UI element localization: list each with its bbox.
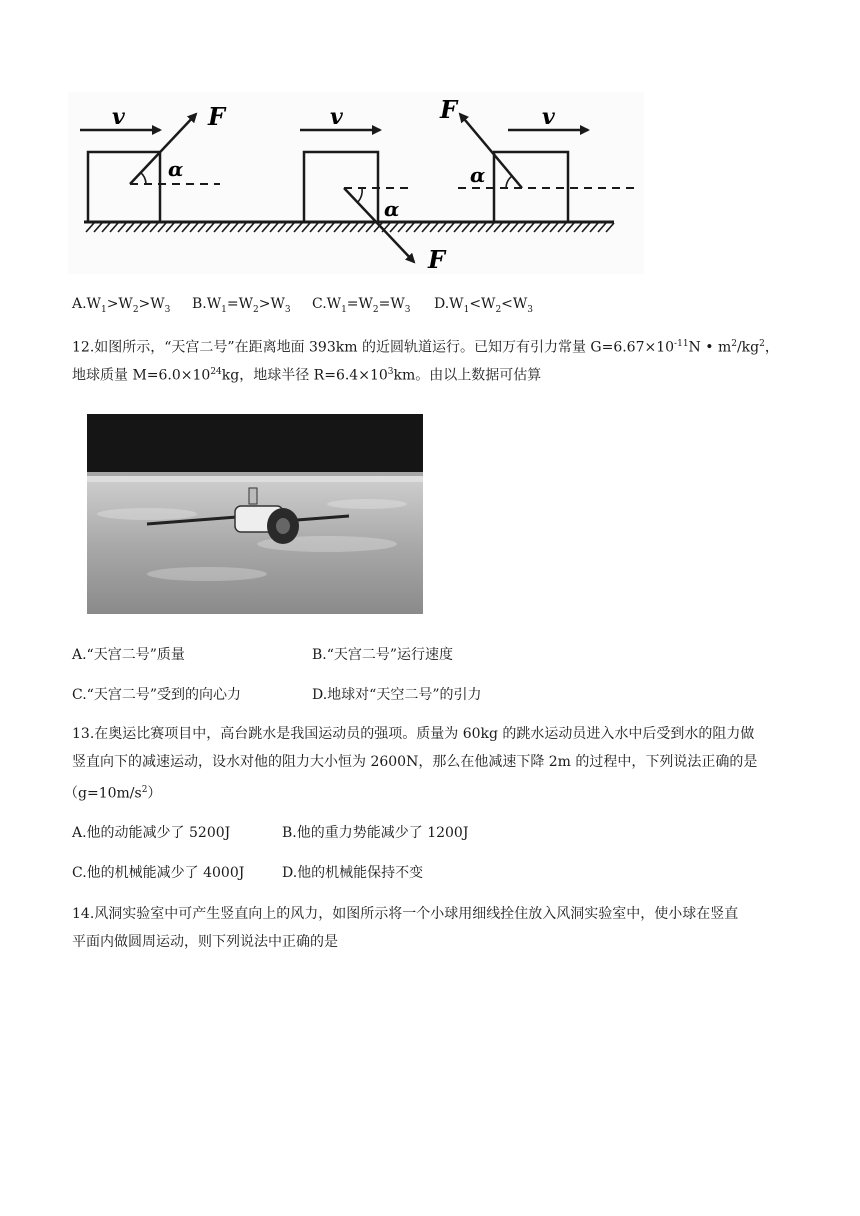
svg-text:α: α [384,197,400,221]
q14-stem-line-2: 平面内做圆周运动，则下列说法中正确的是 [72,934,338,950]
q12-option-a: A.“天宫二号”质量 [72,647,185,663]
svg-text:F: F [428,245,446,274]
q11-option-b: $B.W_1=W_2>W_3$ [192,296,291,315]
q11-option-d: $D.W_1<W_2<W_3$ [434,296,534,315]
q12-option-d: D.地球对“天空二号”的引力 [312,687,482,703]
svg-text:v: v [330,104,343,130]
force-diagram [68,92,644,274]
space-station-photo [87,414,423,614]
q14-stem-line-1: 14.风洞实验室中可产生竖直向上的风力，如图所示将一个小球用细线拴住放入风洞实验室中，使小球在竖直 [72,906,739,922]
q13-option-a: A.他的动能减少了 5200J [72,825,231,841]
q13-option-c: C.他的机械能减少了 4000J [72,865,245,881]
q13-stem-line-1: 13.在奥运比赛项目中，高台跳水是我国运动员的强项。质量为 60kg 的跳水运动员进入水中后受到水的阻力做 [72,726,755,742]
q13-option-b: B.他的重力势能减少了 1200J [282,825,469,841]
q13-stem-line-3: $(g=10m/s^2)$ [64,785,162,802]
q12-stem-line-1: 12.如图所示，“天宫二号”在距离地面 393km 的近圆轨道运行。已知万有引力常量 $G=6.67\times 10^{-11}N$ • $m^2/kg^2$， [72,339,779,356]
q12-option-b: B.“天宫二号”运行速度 [312,647,454,663]
svg-text:F: F [440,95,458,124]
svg-text:F: F [208,102,226,131]
q11-option-c: $C.W_1=W_2=W_3$ [312,296,411,315]
q12-option-c: C.“天宫二号”受到的向心力 [72,687,241,703]
q13-stem-line-2: 竖直向下的减速运动，设水对他的阻力大小恒为 2600N，那么在他减速下降 2m 的过程中，下列说法正确的是 [72,754,758,770]
svg-text:α: α [470,163,486,187]
q13-option-d: D.他的机械能保持不变 [282,865,424,881]
q12-stem-line-2: 地球质量 $M=6.0\times 10^{24}kg$，地球半径 $R=6.4\times 10^3km$。由以上数据可估算 [72,367,542,384]
svg-text:α: α [168,157,184,181]
svg-text:v: v [542,104,555,130]
svg-text:v: v [112,104,125,130]
q11-option-a: $A.W_1>W_2>W_3$ [72,296,171,315]
